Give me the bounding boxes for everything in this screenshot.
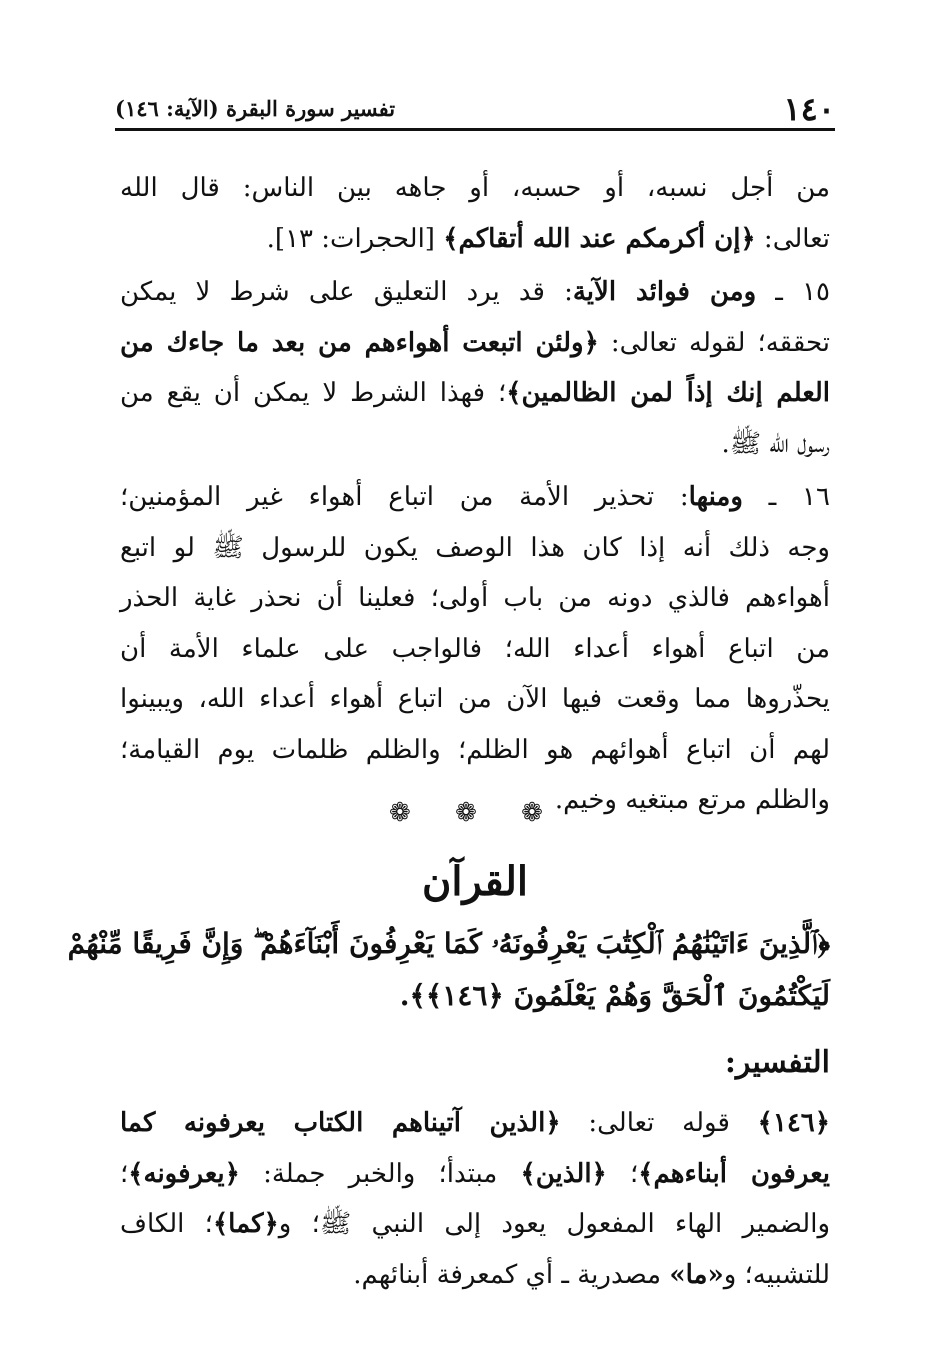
quran-section-heading: القرآن (421, 858, 529, 905)
quran-quote: ﴿كما﴾ (212, 1209, 279, 1239)
quran-quote: ﴿ولئن اتبعت أهواءهم من بعد ما جاءك من (120, 327, 599, 358)
page-number: ١٤٠ (783, 90, 835, 128)
text-line: أهواءهم فالذي دونه من باب أولى؛ فعلينا أن نحذر غاية الحذر (120, 583, 830, 613)
quran-quote: ﴿الذين آتيناهم الكتاب يعرفونه كما (120, 1108, 561, 1138)
paragraph-2 (120, 267, 830, 469)
paragraph-3 (120, 472, 830, 826)
item-heading: ومن فوائد الآية (572, 277, 757, 307)
text-span: والضمير الهاء المفعول يعود إلى النبي ﷺ؛ و (278, 1209, 830, 1239)
text-line: من أجل نسبه، أو حسبه، أو جاهه بين الناس: قال الله (120, 173, 830, 203)
text-line (120, 1199, 830, 1250)
page-header (115, 88, 835, 131)
verse-number: ﴿١٤٦﴾ (757, 1108, 831, 1138)
verse-line: ﴿ٱلَّذِينَ ءَاتَيْنَٰهُمُ ٱلْكِتَٰبَ يَعْرِفُونَهُۥ كَمَا يَعْرِفُونَ أَبْنَآءَهُمْ ۖ وَإِنَّ فَرِيقًا مِّنْهُمْ (67, 927, 830, 960)
text-span: مبتدأ؛ والخبر جملة: (239, 1158, 521, 1189)
citation: [الحجرات: ١٣]. (266, 223, 444, 254)
quran-quote: ﴿إن أكرمكم عند الله أتقاكم﴾ (443, 223, 756, 254)
text-span: : تحذير الأمة من اتباع أهواء غير المؤمنين؛ (120, 482, 689, 512)
text-span: للتشبيه؛ و (723, 1259, 830, 1290)
text-span: مصدرية ـ أي كمعرفة أبنائهم. (353, 1259, 670, 1290)
text-span: ؛ فهذا الشرط لا يمكن أن يقع من (120, 378, 507, 408)
item-number: ١٦ ـ (742, 482, 830, 512)
text-line (120, 214, 830, 265)
quran-quote: ﴿يعرفونه﴾ (128, 1158, 240, 1189)
text-line (120, 1149, 830, 1200)
text-line (120, 368, 830, 419)
main-text (120, 163, 830, 826)
quran-verse (67, 918, 830, 1022)
text-line: والظلم مرتع مبتغيه وخيم. (554, 785, 830, 815)
quoted-word: «ما» (669, 1259, 724, 1290)
text-span: : قد يرد التعليق على شرط لا يمكن (120, 277, 573, 307)
text-line (120, 267, 830, 318)
quran-quote: العلم إنك إذاً لمن الظالمين﴾ (506, 378, 831, 408)
text-line (120, 472, 830, 523)
text-line: وجه ذلك أنه إذا كان هذا الوصف يكون للرسول ﷺ لو اتبع (120, 532, 830, 563)
text-span: ؛ (120, 1158, 129, 1189)
text-line: لهم أن اتباع أهوائهم هو الظلم؛ والظلم ظلمات يوم القيامة؛ (120, 734, 830, 765)
text-span: قوله تعالى: (560, 1108, 758, 1138)
quran-quote: ﴿الذين﴾ (520, 1158, 607, 1189)
text-line (120, 1250, 830, 1301)
item-heading: ومنها (688, 482, 743, 512)
text-line (120, 1098, 830, 1149)
text-span: ؛ الكاف (120, 1209, 213, 1239)
paragraph-1 (120, 163, 830, 264)
text-line (120, 318, 830, 369)
text-span: تعالى: (755, 223, 830, 254)
item-number: ١٥ ـ (756, 277, 831, 307)
text-span: ؛ (606, 1158, 639, 1189)
text-line: يحذّروها مما وقعت فيها الآن من اتباع أهواء أعداء الله، ويبينوا (120, 684, 830, 714)
running-title: تفسير سورة البقرة (الآية: ١٤٦) (115, 96, 396, 121)
text-line: من اتباع أهواء أعداء الله؛ فالواجب على علماء الأمة أن (120, 633, 830, 664)
text-span: تحققه؛ لقوله تعالى: (598, 327, 830, 358)
verse-line: لَيَكْتُمُونَ ٱلْحَقَّ وَهُمْ يَعْلَمُونَ ﴿١٤٦﴾﴾. (399, 979, 830, 1012)
tafsir-heading: التفسير: (724, 1045, 830, 1080)
section-ornament: ❁ ❁ ❁ (389, 798, 561, 828)
text-line: رسول الله ﷺ. (721, 428, 830, 459)
tafsir-text (120, 1098, 830, 1300)
quran-quote: يعرفون أبناءهم﴾ (638, 1158, 830, 1189)
